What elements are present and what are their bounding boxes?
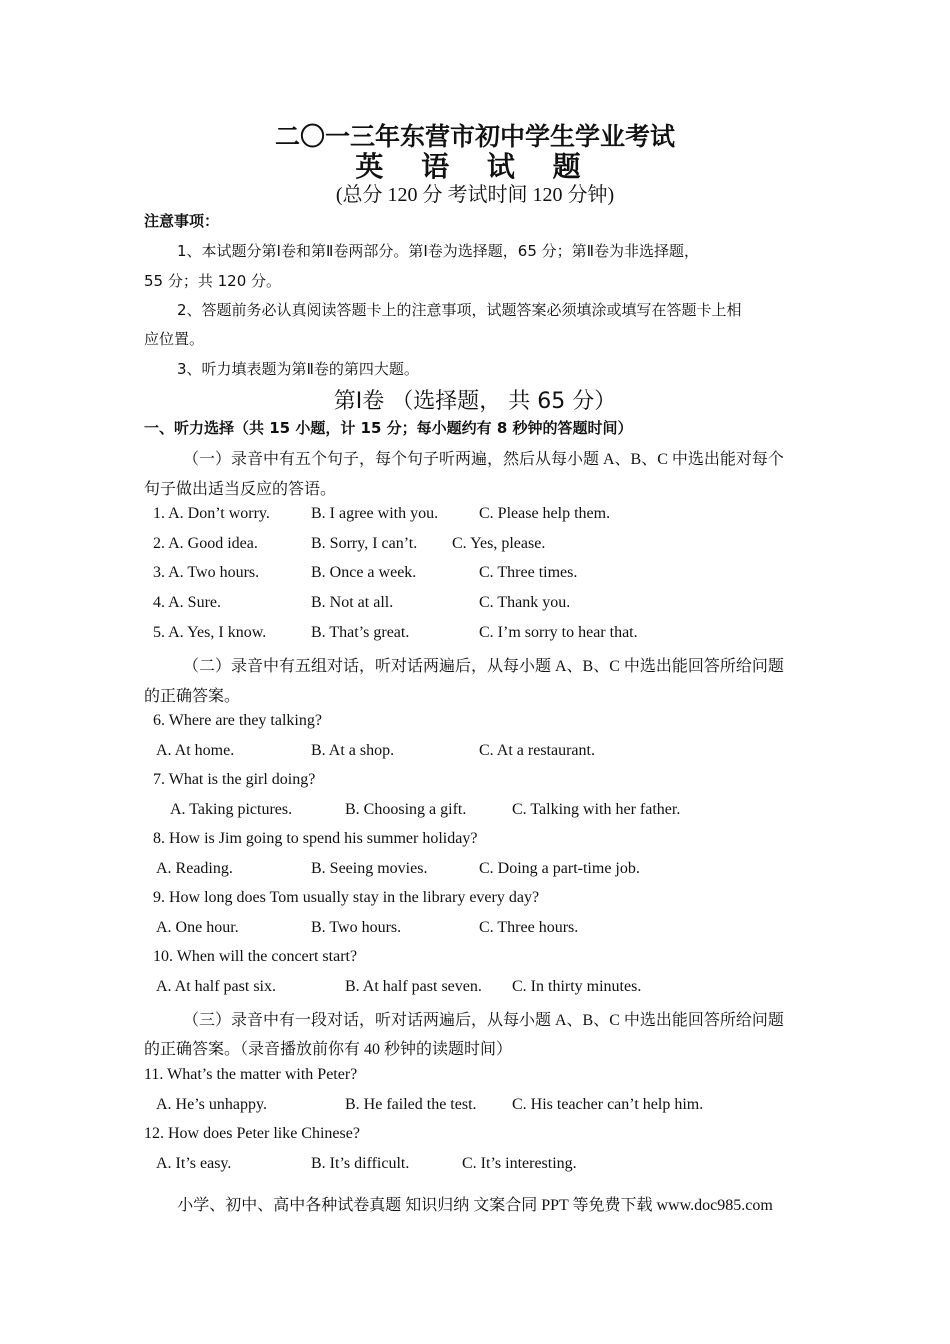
question-5-option-a: 5. A. Yes, I know.: [153, 624, 267, 641]
question-8-option-c: C. Doing a part-time job.: [479, 860, 640, 877]
notes-item-1-line-1: 1、本试题分第Ⅰ卷和第Ⅱ卷两部分。第Ⅰ卷为选择题，65 分；第Ⅱ卷为非选择题，: [177, 242, 700, 260]
part1-sub1-line-2: 句子做出适当反应的答语。: [144, 481, 337, 498]
question-3-option-c: C. Three times.: [479, 564, 578, 581]
question-6-option-a: A. At home.: [156, 742, 235, 759]
section-title: 第Ⅰ卷 （选择题， 共 65 分）: [333, 389, 617, 414]
question-7-option-a: A. Taking pictures.: [170, 801, 293, 818]
question-1-option-c: C. Please help them.: [479, 505, 611, 522]
question-2-option-b: B. Sorry, I can’t.: [311, 535, 418, 552]
question-5-option-b: B. That’s great.: [311, 624, 410, 641]
question-6-option-c: C. At a restaurant.: [479, 742, 595, 759]
page-footer: 小学、初中、高中各种试卷真题 知识归纳 文案合同 PPT 等免费下载 www.doc985.com: [177, 1197, 773, 1214]
part1-sub3-line-2: 的正确答案。（录音播放前你有 40 秒钟的读题时间）: [144, 1041, 513, 1058]
question-10-text: 10. When will the concert start?: [153, 948, 358, 965]
question-7-option-c: C. Talking with her father.: [512, 801, 681, 818]
question-9-option-b: B. Two hours.: [311, 919, 402, 936]
question-7-text: 7. What is the girl doing?: [153, 771, 316, 788]
question-6-option-b: B. At a shop.: [311, 742, 395, 759]
notes-item-1-line-2: 55 分；共 120 分。: [144, 272, 282, 290]
notes-item-2-line-1: 2、答题前务必认真阅读答题卡上的注意事项，试题答案必须填涂或填写在答题卡上相: [177, 301, 742, 319]
part1-sub2-line-1: （二）录音中有五组对话，听对话两遍后，从每小题 A、B、C 中选出能回答所给问题: [183, 658, 784, 675]
part1-sub2-line-2: 的正确答案。: [144, 688, 241, 705]
part1-sub3-line-1: （三）录音中有一段对话，听对话两遍后，从每小题 A、B、C 中选出能回答所给问题: [183, 1012, 784, 1029]
question-5-option-c: C. I’m sorry to hear that.: [479, 624, 638, 641]
question-1-option-b: B. I agree with you.: [311, 505, 439, 522]
question-10-option-b: B. At half past seven.: [345, 978, 482, 995]
question-4-option-b: B. Not at all.: [311, 594, 394, 611]
part1-heading: 一、听力选择（共 15 小题，计 15 分；每小题约有 8 秒钟的答题时间）: [144, 419, 633, 437]
exam-title: 二〇一三年东营市初中学生学业考试: [274, 122, 675, 151]
exam-score-time: (总分 120 分 考试时间 120 分钟): [335, 184, 615, 206]
part1-sub1-line-1: （一）录音中有五个句子，每个句子听两遍，然后从每小题 A、B、C 中选出能对每个: [183, 451, 784, 468]
question-12-option-b: B. It’s difficult.: [311, 1155, 410, 1172]
notes-item-3: 3、听力填表题为第Ⅱ卷的第四大题。: [177, 360, 419, 378]
question-11-option-c: C. His teacher can’t help him.: [512, 1096, 704, 1113]
question-2-option-a: 2. A. Good idea.: [153, 535, 258, 552]
question-3-option-a: 3. A. Two hours.: [153, 564, 260, 581]
question-4-option-c: C. Thank you.: [479, 594, 571, 611]
exam-subject-title: 英 语 试 题: [355, 150, 595, 183]
question-8-text: 8. How is Jim going to spend his summer holiday?: [153, 830, 478, 847]
question-12-option-a: A. It’s easy.: [156, 1155, 232, 1172]
question-8-option-a: A. Reading.: [156, 860, 233, 877]
question-8-option-b: B. Seeing movies.: [311, 860, 428, 877]
question-12-option-c: C. It’s interesting.: [462, 1155, 577, 1172]
question-7-option-b: B. Choosing a gift.: [345, 801, 467, 818]
question-9-text: 9. How long does Tom usually stay in the library every day?: [153, 889, 540, 906]
question-11-option-b: B. He failed the test.: [345, 1096, 477, 1113]
question-10-option-a: A. At half past six.: [156, 978, 276, 995]
question-3-option-b: B. Once a week.: [311, 564, 417, 581]
question-10-option-c: C. In thirty minutes.: [512, 978, 642, 995]
notes-item-2-line-2: 应位置。: [144, 330, 205, 348]
question-12-text: 12. How does Peter like Chinese?: [144, 1125, 360, 1142]
question-4-option-a: 4. A. Sure.: [153, 594, 221, 611]
question-11-option-a: A. He’s unhappy.: [156, 1096, 267, 1113]
question-9-option-c: C. Three hours.: [479, 919, 579, 936]
question-2-option-c: C. Yes, please.: [452, 535, 546, 552]
question-6-text: 6. Where are they talking?: [153, 712, 322, 729]
notes-heading: 注意事项：: [144, 212, 220, 230]
question-11-text: 11. What’s the matter with Peter?: [144, 1066, 358, 1083]
question-1-option-a: 1. A. Don’t worry.: [153, 505, 270, 522]
question-9-option-a: A. One hour.: [156, 919, 239, 936]
